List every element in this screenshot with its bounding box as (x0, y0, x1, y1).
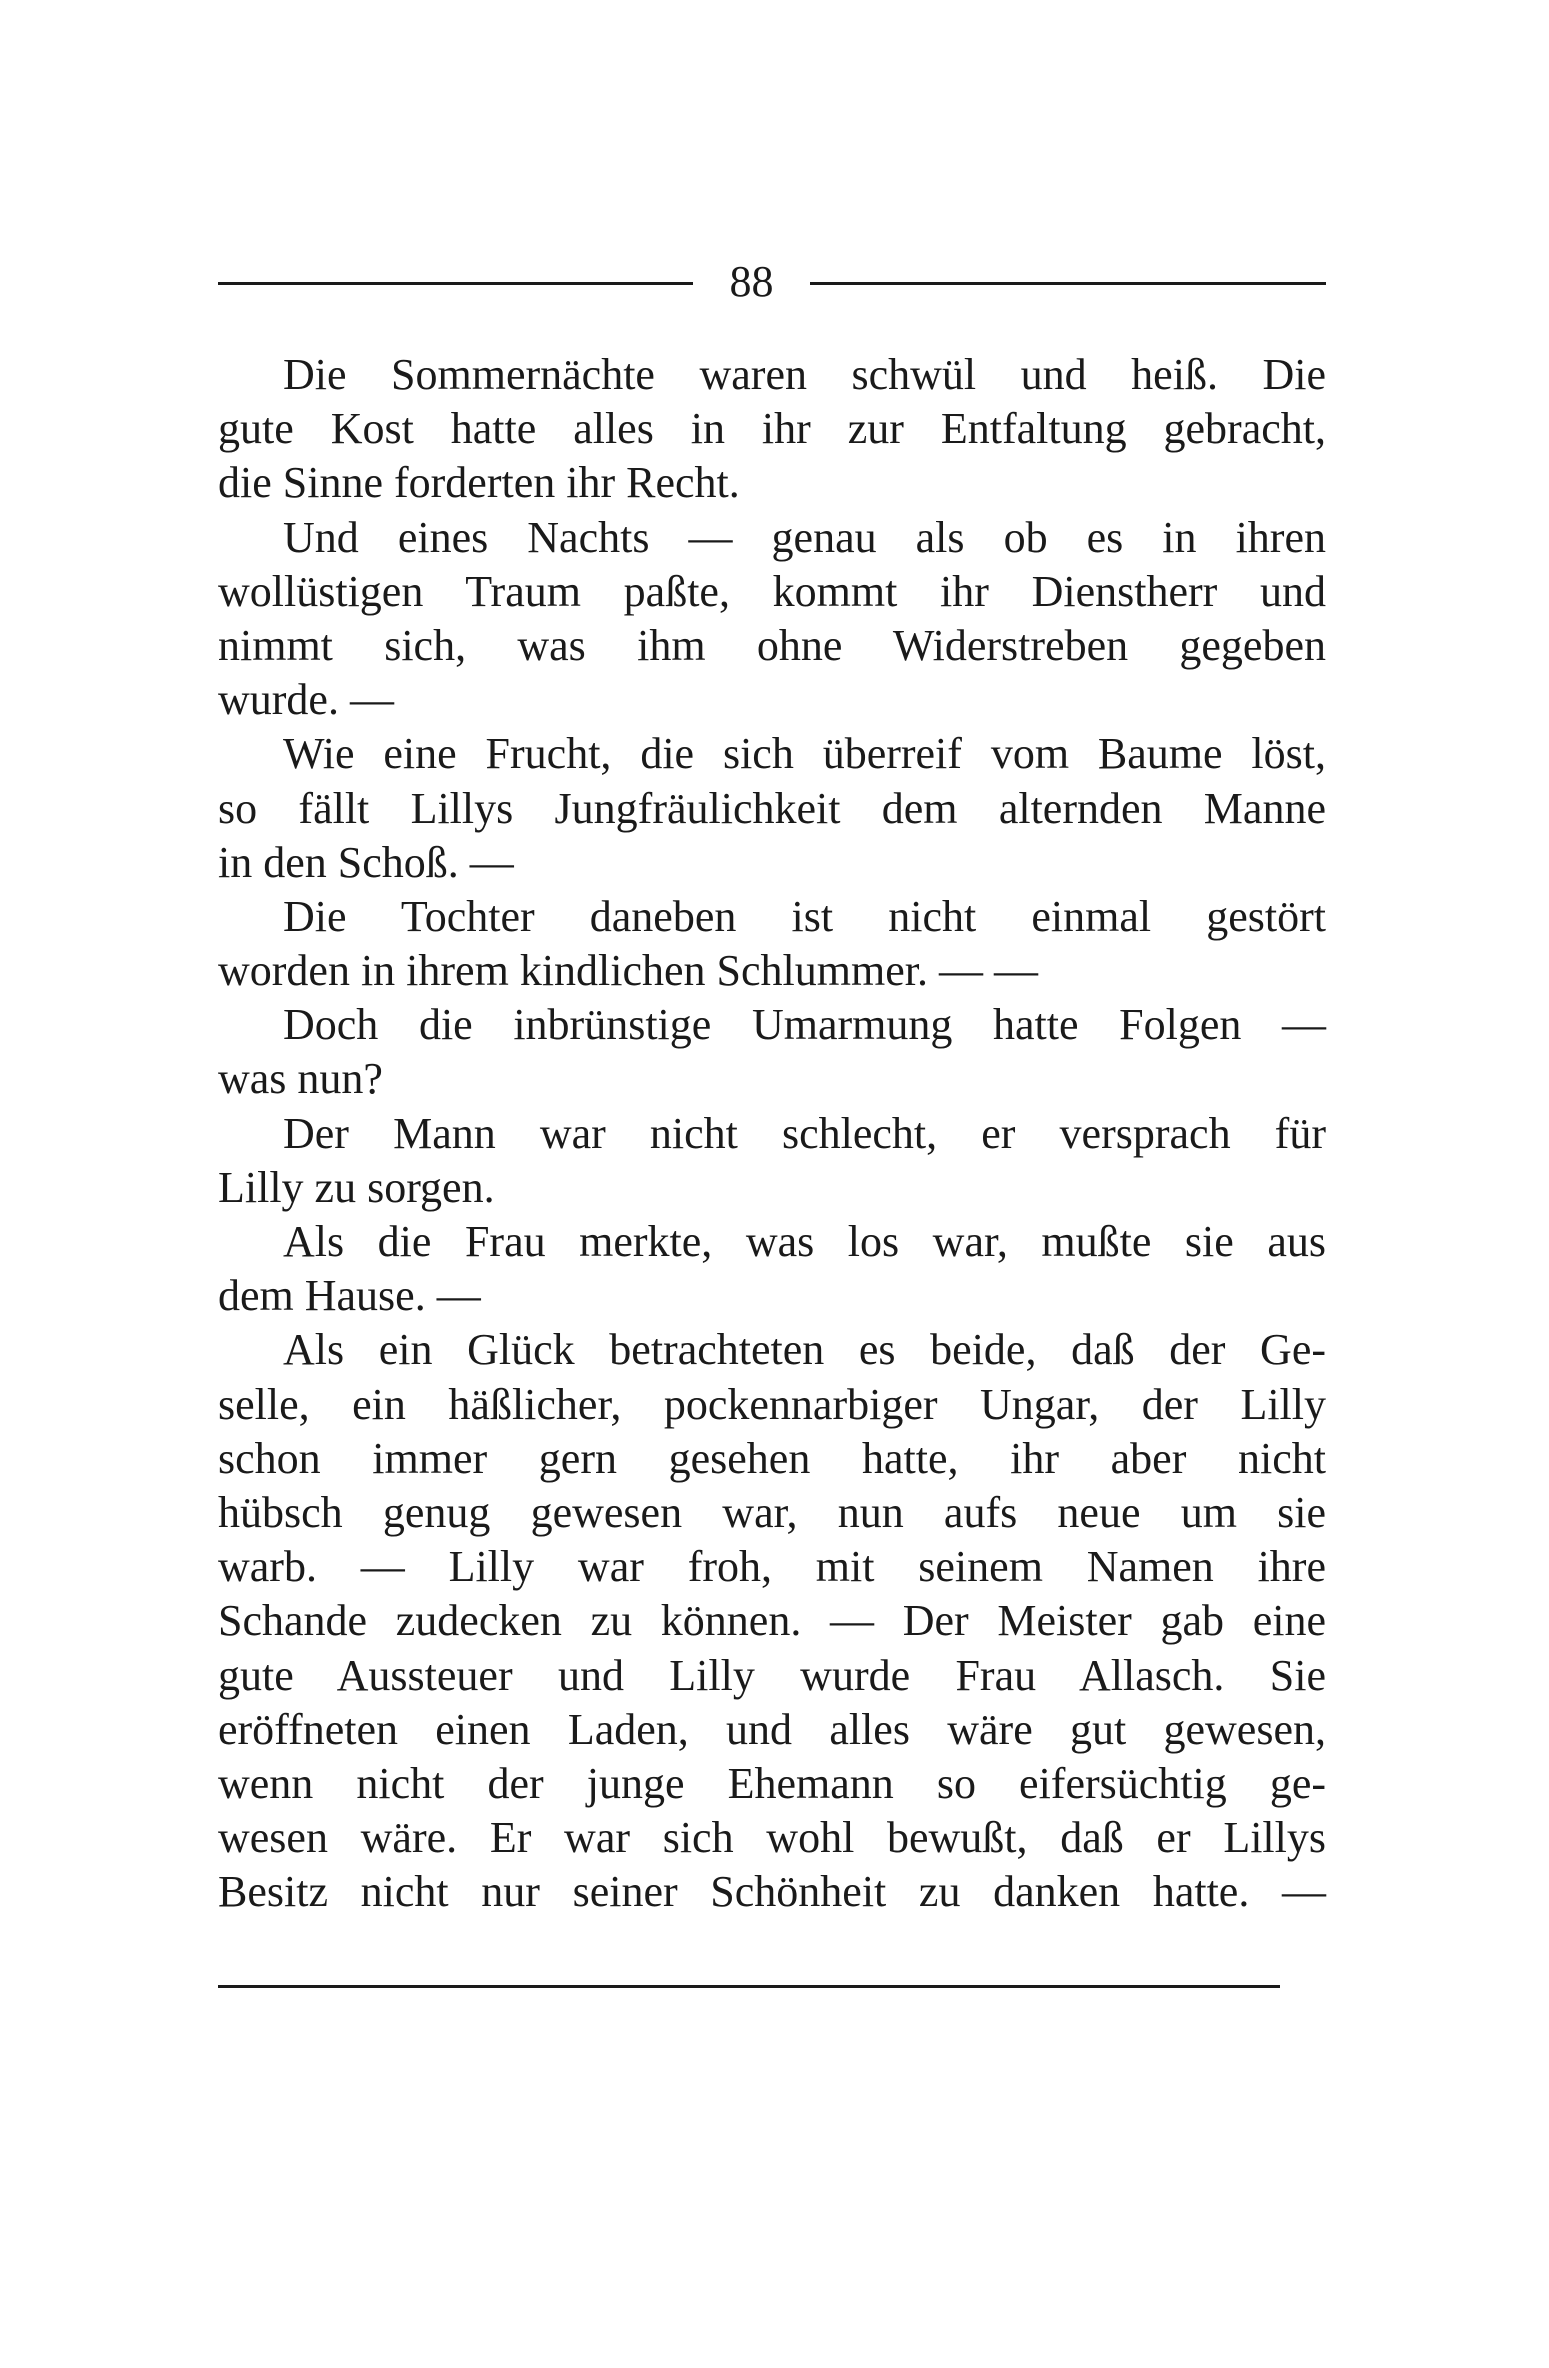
text-line: wurde. — (218, 675, 394, 725)
text-line: Der Mann war nicht schlecht, er versprach für (283, 1108, 1326, 1158)
text-line: selle, ein häßlicher, pockennarbiger Ungar, der Lilly (218, 1379, 1326, 1429)
text-line: dem Hause. — (218, 1271, 481, 1321)
text-line: Lilly zu sorgen. (218, 1162, 495, 1212)
text-line: in den Schoß. — (218, 837, 514, 887)
text-line: Und eines Nachts — genau als ob es in ihren (283, 512, 1326, 562)
text-line: wenn nicht der junge Ehemann so eifersüchtig ge- (218, 1758, 1326, 1808)
text-line: Als ein Glück betrachteten es beide, daß der Ge- (283, 1325, 1326, 1375)
text-line: schon immer gern gesehen hatte, ihr aber nicht (218, 1433, 1326, 1483)
text-line: Als die Frau merkte, was los war, mußte sie aus (283, 1217, 1326, 1266)
body-text (218, 348, 1326, 1919)
page-number: 88 (729, 257, 774, 306)
text-line: warb. — Lilly war froh, mit seinem Namen ihre (218, 1542, 1326, 1592)
page-header (218, 252, 1326, 312)
text-line: Die Sommernächte waren schwül und heiß. Die (283, 350, 1326, 399)
text-line: so fällt Lillys Jungfräulichkeit dem alternden Manne (218, 783, 1326, 833)
text-line: Wie eine Frucht, die sich überreif vom Baume löst, (283, 729, 1326, 779)
text-line: wollüstigen Traum paßte, kommt ihr Dienstherr und (218, 566, 1326, 616)
text-line: Schande zudecken zu können. — Der Meister gab eine (218, 1596, 1326, 1646)
header-rule-right (810, 282, 1326, 285)
text-line: die Sinne forderten ihr Recht. (218, 458, 740, 508)
text-line: gute Kost hatte alles in ihr zur Entfaltung gebracht, (218, 404, 1326, 454)
footer-rule (218, 1985, 1280, 1988)
text-line: Die Tochter daneben ist nicht einmal gestört (283, 891, 1326, 941)
text-line: wesen wäre. Er war sich wohl bewußt, daß er Lillys (218, 1813, 1326, 1863)
text-line: was nun? (218, 1054, 383, 1104)
text-line: hübsch genug gewesen war, nun aufs neue um sie (218, 1487, 1326, 1537)
text-line: eröffneten einen Laden, und alles wäre gut gewesen, (218, 1704, 1326, 1754)
text-line: nimmt sich, was ihm ohne Widerstreben gegeben (218, 620, 1326, 670)
header-rule-left (218, 282, 693, 285)
text-line: gute Aussteuer und Lilly wurde Frau Allasch. Sie (218, 1650, 1326, 1700)
text-line: Besitz nicht nur seiner Schönheit zu danken hatte. — (218, 1867, 1326, 1917)
text-line: Doch die inbrünstige Umarmung hatte Folgen — (283, 1000, 1326, 1050)
text-line: worden in ihrem kindlichen Schlummer. — — (218, 946, 1038, 996)
